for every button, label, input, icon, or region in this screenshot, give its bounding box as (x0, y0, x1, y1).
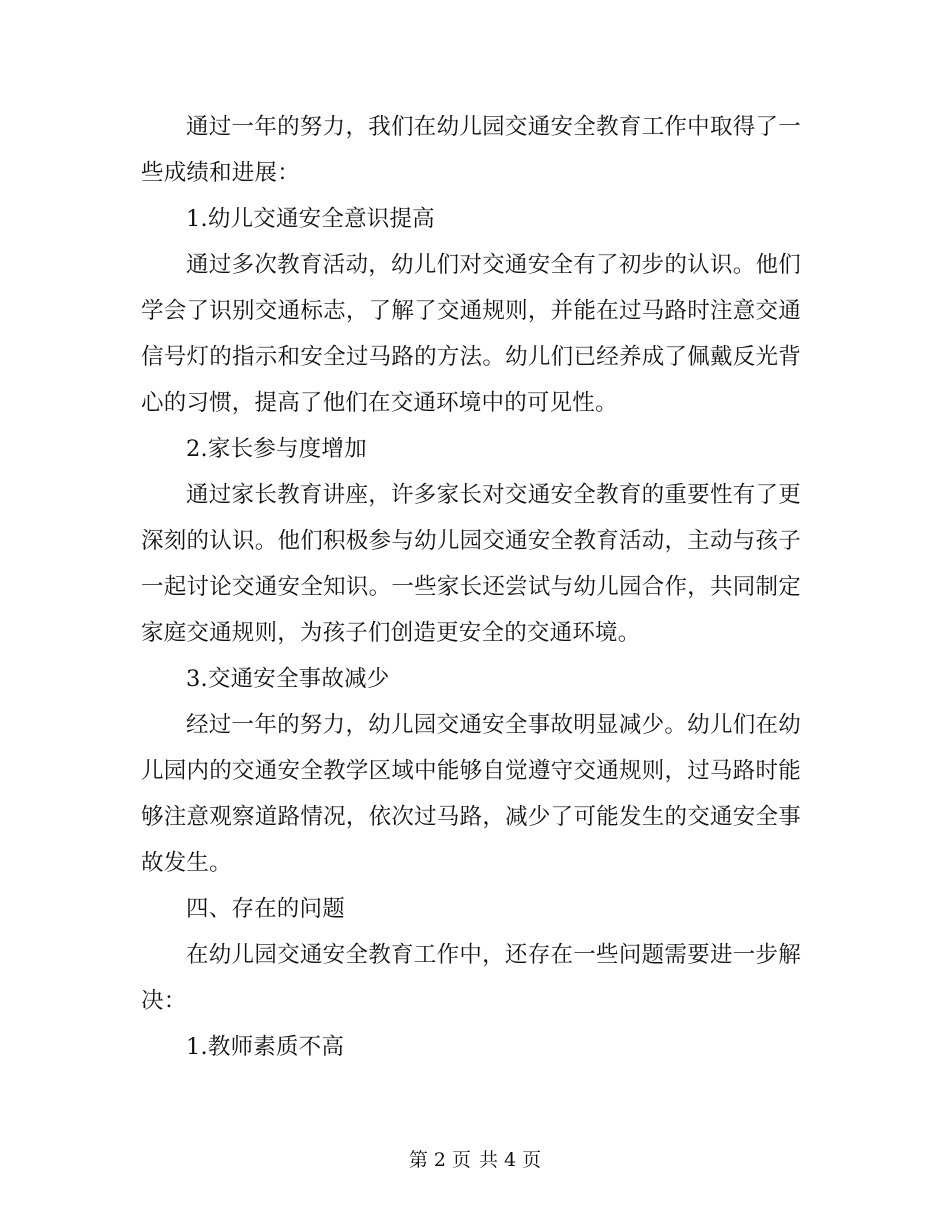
section-heading-problems: 四、存在的问题 (186, 896, 345, 922)
footer-prefix: 第 (408, 1149, 428, 1171)
paragraph-problems-intro: 在幼儿园交通安全教育工作中，还存在一些问题需要进一步解决： (141, 942, 801, 1014)
footer-middle: 页 共 (451, 1149, 499, 1171)
footer-current-page: 2 (433, 1149, 446, 1171)
footer-total-pages: 4 (504, 1149, 517, 1171)
footer-suffix: 页 (522, 1149, 542, 1171)
paragraph-awareness: 通过多次教育活动，幼儿们对交通安全有了初步的认识。他们学会了识别交通标志，了解了交通规则，并能在过马路时注意交通信号灯的指示和安全过马路的方法。幼儿们已经养成了佩戴反光背心的习惯，提高了他们在交通环境中的可见性。 (141, 252, 801, 416)
heading-parents: 2.家长参与度增加 (186, 436, 367, 462)
paragraph-accidents: 经过一年的努力，幼儿园交通安全事故明显减少。幼儿们在幼儿园内的交通安全教学区域中能够自觉遵守交通规则，过马路时能够注意观察道路情况，依次过马路，减少了可能发生的交通安全事故发生。 (141, 712, 801, 876)
heading-teacher-quality: 1.教师素质不高 (186, 1034, 345, 1060)
heading-awareness: 1.幼儿交通安全意识提高 (186, 206, 435, 232)
document-body (141, 104, 801, 1070)
paragraph-intro: 通过一年的努力，我们在幼儿园交通安全教育工作中取得了一些成绩和进展： (141, 114, 801, 186)
heading-accidents: 3.交通安全事故减少 (186, 666, 390, 692)
paragraph-parents: 通过家长教育讲座，许多家长对交通安全教育的重要性有了更深刻的认识。他们积极参与幼儿园交通安全教育活动，主动与孩子一起讨论交通安全知识。一些家长还尝试与幼儿园合作，共同制定家庭交通规则，为孩子们创造更安全的交通环境。 (141, 482, 801, 646)
page-footer (0, 1147, 950, 1173)
